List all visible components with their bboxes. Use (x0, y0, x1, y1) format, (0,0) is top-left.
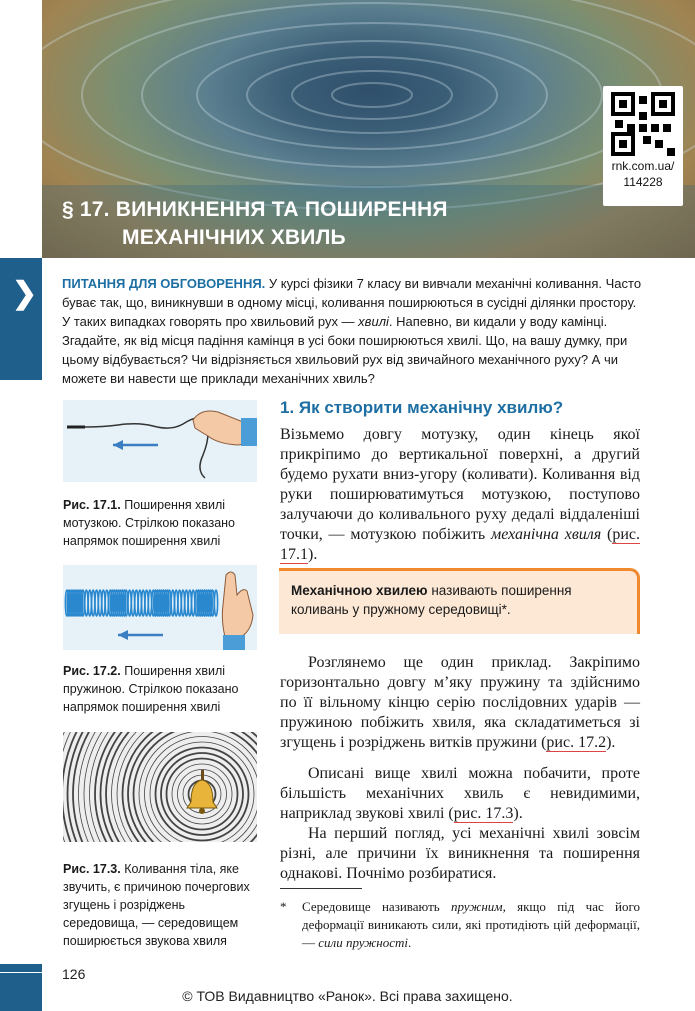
figure-17-3-text: Коливання тіла, яке звучить, є причиною почергових згущень і розріджень середовища, — середовищем поширюється звукова хвиля (63, 862, 250, 948)
figure-17-3-caption (63, 860, 263, 950)
paragraph-2: Розглянемо ще один приклад. Закріпимо горизонтально довгу м’яку пружину та здійснимо по її вільному кінцю серію послідовних ударів — пружиною побіжить хвиля, яка складатиметься зі згущень і розріджень витків пружини (рис. 17.2). (280, 654, 640, 751)
page-corner-line (0, 972, 42, 973)
paragraph-4: На перший погляд, усі механічні хвилі зовсім різні, але причини їх виникнення та поширення однакові. Почнімо розбиратися. (280, 825, 640, 882)
paragraph-2-text: Розглянемо ще один приклад. Закріпимо горизонтально довгу м’яку пружину та здійснимо по її вільному кінцю серію послідовних ударів — пружиною побіжить хвиля, яка складатиметься зі згущень і розріджень витків пружини (280, 654, 640, 751)
title-line-1: § 17. ВИНИКНЕННЯ ТА ПОШИРЕННЯ (62, 198, 448, 221)
footnote-star: * (280, 899, 287, 914)
paragraph-1-text: Візьмемо довгу мотузку, один кінець якої прикріпимо до вертикальної поверхні, а другий будемо рухати вниз-угору (коливати). Коливання від руки поширюватимуться мотузкою, поступово залучаючи до коливального руху дедалі віддаленіші точки, — мотузкою побіжить (280, 426, 640, 543)
paragraph-3-text: Описані вище хвилі можна побачити, проте більшість механічних хвиль є невидимими, наприклад звукові хвилі (280, 765, 640, 822)
footnote-text-3: . (408, 935, 412, 950)
discussion-block (62, 274, 642, 388)
discussion-heading: ПИТАННЯ ДЛЯ ОБГОВОРЕННЯ. (62, 276, 266, 291)
paragraph-1-italic: механічна хвиля (490, 526, 602, 543)
figure-17-1-label: Рис. 17.1. (63, 498, 121, 512)
figure-ref-17-2[interactable]: рис. 17.2 (546, 734, 607, 751)
footnote-italic-1: пружним (450, 899, 503, 914)
footnote-divider (280, 888, 362, 889)
figure-17-1-caption (63, 496, 263, 550)
figure-17-2-caption (63, 662, 263, 716)
qr-code-icon (611, 92, 675, 156)
chevron-right-icon: ❯ (12, 277, 38, 310)
discussion-italic: хвилі (358, 314, 389, 329)
sound-wave-illustration (63, 732, 257, 842)
discussion-text-1: У курсі фізики 7 класу ви вивчали механічні коливання. Часто буває так, що, виникнувши в одному місці, коливання поширюються в сусідні ділянки простору. У таких випадках говорять про хвильовий рух — (62, 276, 642, 329)
footnote-text-2: , якщо під час його деформації виникають сили, які протидіють цій деформації, — (302, 899, 640, 950)
footnote (280, 898, 640, 952)
rope-wave-illustration (63, 400, 257, 482)
figure-17-1-rope-wave (63, 400, 257, 482)
figure-17-2-text: Поширення хвилі пружиною. Стрілкою показано напрямок поширення хвилі (63, 664, 239, 714)
qr-code-panel[interactable] (603, 86, 683, 206)
title-line-2: МЕХАНІЧНИХ ХВИЛЬ (122, 226, 346, 249)
footnote-italic-2: сили пружності (318, 935, 409, 950)
figure-17-1-text: Поширення хвилі мотузкою. Стрілкою показано напрямок поширення хвилі (63, 498, 235, 548)
section-heading: 1. Як створити механічну хвилю? (280, 398, 564, 417)
definition-term: Механічною хвилею (291, 583, 428, 598)
definition-text: називають поширення коливань у пружному середовищі*. (291, 583, 572, 617)
paragraph-1: Візьмемо довгу мотузку, один кінець якої прикріпимо до вертикальної поверхні, а другий будемо рухати вниз-угору (коливати). Коливання від руки поширюватимуться мотузкою, поступово залучаючи до коливального руху дедалі віддаленіші точки, — мотузкою побіжить механічна хвиля (рис. 17.1). (280, 426, 641, 563)
figure-17-3-sound-wave (63, 732, 257, 842)
figure-ref-17-1[interactable]: рис. 17.1 (280, 526, 641, 563)
figure-ref-17-3[interactable]: рис. 17.3 (453, 805, 514, 822)
page-number: 126 (62, 966, 86, 982)
paragraph-3: Описані вище хвилі можна побачити, проте більшість механічних хвиль є невидимими, наприклад звукові хвилі (рис. 17.3). (280, 765, 640, 822)
figure-17-2-spring-wave (63, 565, 257, 650)
footnote-text-1: Середовище називають (302, 899, 451, 914)
discussion-side-bar (0, 258, 42, 380)
discussion-text-2: . Напевно, ви кидали у воду камінці. Згадайте, як від місця падіння камінця в усі боки поширюються хвилі. Що, на вашу думку, при цьому відбувається? Чи відрізняється хвильовий рух від звичайного механічного руху? А чи можете ви навести ще приклади механічних хвиль? (62, 314, 628, 386)
page-title (62, 196, 448, 252)
definition-box (279, 568, 640, 634)
figure-17-2-label: Рис. 17.2. (63, 664, 121, 678)
figure-17-3-label: Рис. 17.3. (63, 862, 121, 876)
qr-url[interactable]: rnk.com.ua/ 114228 (611, 159, 675, 189)
copyright-notice: © ТОВ Видавництво «Ранок». Всі права захищено. (182, 988, 513, 1004)
spring-wave-illustration (63, 565, 257, 650)
